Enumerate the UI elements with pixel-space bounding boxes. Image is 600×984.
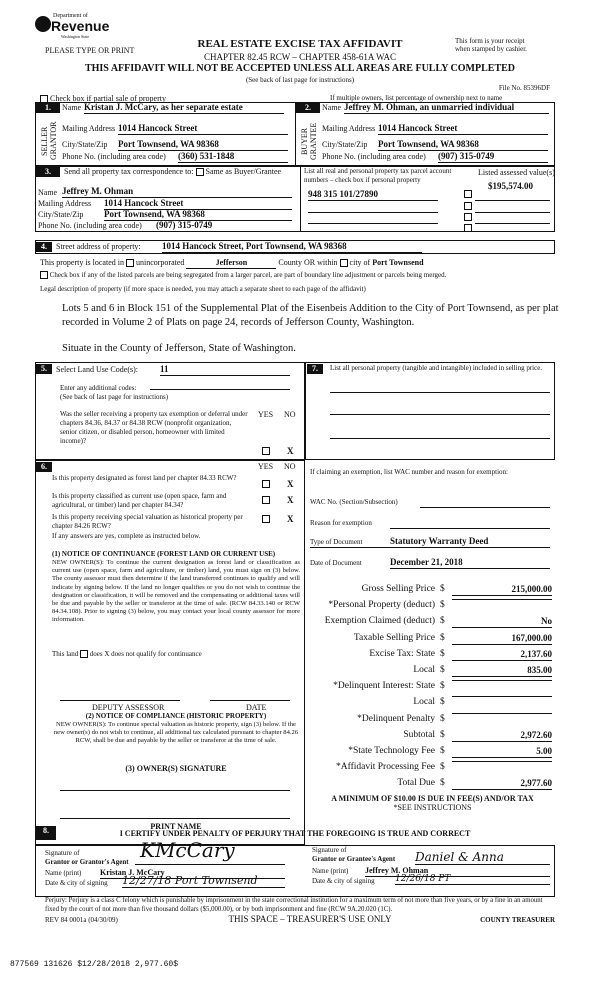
file-number: File No. 85396DF xyxy=(498,84,550,92)
wac-claim-label: If claiming an exemption, list WAC number and reason for exemption: xyxy=(310,468,508,476)
q2-current-use: Is this property classified as current use (open space, farm and agricultural, or timber) land per chapter 84.34? xyxy=(52,492,227,509)
tax-row-label: Local xyxy=(413,665,435,675)
tax-row-value[interactable]: 167,000.00 xyxy=(452,632,552,645)
this-land-row xyxy=(52,650,202,659)
dollar-sign: $ xyxy=(440,600,445,611)
grantee-date-label: Date & city of signing xyxy=(312,877,375,885)
certify-statement: I CERTIFY UNDER PENALTY OF PERJURY THAT THE FOREGOING IS TRUE AND CORRECT xyxy=(119,829,471,838)
section-7-box xyxy=(305,362,555,460)
tax-row-value[interactable]: 215,000.00 xyxy=(452,583,552,596)
form-title: REAL ESTATE EXCISE TAX AFFIDAVIT xyxy=(197,38,403,50)
cashier-stamp: 877569 131626 $12/28/2018 2,977.60$ xyxy=(10,960,179,969)
dollar-sign: $ xyxy=(440,762,445,773)
tax-row-value[interactable]: 835.00 xyxy=(452,664,552,677)
located-prefix: This property is located in xyxy=(40,258,124,267)
continuance-title: (1) NOTICE OF CONTINUANCE (FOREST LAND OR CURRENT USE) xyxy=(52,550,276,558)
city-checkbox[interactable] xyxy=(340,259,348,267)
compliance-title: (2) NOTICE OF COMPLIANCE (HISTORIC PROPERTY) xyxy=(85,712,267,720)
form-warning: THIS AFFIDAVIT WILL NOT BE ACCEPTED UNLESS ALL AREAS ARE FULLY COMPLETED xyxy=(84,63,516,74)
receipt-note-1: This form is your receipt xyxy=(455,37,525,45)
tax-row-value[interactable]: 5.00 xyxy=(452,745,552,758)
tax-name-field[interactable]: Jeffrey M. Ohman xyxy=(62,186,292,198)
unincorporated-checkbox[interactable] xyxy=(126,259,134,267)
s6-yes: YES xyxy=(258,462,274,471)
parcel-header: List all real and personal property tax parcel account numbers – check box if personal property xyxy=(304,167,452,184)
buyer-city-label: City/State/Zip xyxy=(322,140,368,149)
parcel-number-field[interactable]: 948 315 101/27890 xyxy=(308,189,438,201)
partial-sale-label: Check box if partial sale of property xyxy=(50,94,166,103)
assessed-value: $195,574.00 xyxy=(488,181,533,191)
buyer-mail-label: Mailing Address xyxy=(322,124,376,133)
grantee-name-field[interactable]: Jeffrey M. Ohman xyxy=(365,866,550,877)
grantor-date-field[interactable]: 12/27/18 Port Townsend xyxy=(122,874,285,888)
deputy-assessor-label: DEPUTY ASSESSOR xyxy=(92,703,165,712)
same-as-buyer-checkbox[interactable] xyxy=(196,168,204,176)
tax-row-value[interactable] xyxy=(452,696,552,697)
tax-row-value[interactable]: 2,977.60 xyxy=(452,777,552,790)
does-label: does xyxy=(89,650,103,658)
minimum-due-1: A MINIMUM OF $10.00 IS DUE IN FEE(S) AND/OR TAX xyxy=(331,794,534,803)
please-type: PLEASE TYPE OR PRINT xyxy=(45,46,135,55)
legal-line-3: Situate in the County of Jefferson, State of Washington. xyxy=(62,343,296,354)
county-or: County OR xyxy=(278,258,316,267)
q1-yes-checkbox[interactable] xyxy=(262,480,270,488)
county-treasurer: COUNTY TREASURER xyxy=(480,916,555,924)
buyer-name-field[interactable]: Jeffrey M. Ohman, an unmarried individual xyxy=(344,102,549,114)
tax-city-label: City/State/Zip xyxy=(38,210,84,219)
seller-name-label: Name xyxy=(62,103,82,112)
logo-main-text: Revenue xyxy=(51,18,110,34)
buyer-side-label: BUYER GRANTEE xyxy=(300,122,318,160)
parcel-1-personal-checkbox[interactable] xyxy=(464,190,472,198)
logo-sub-text: Washington State xyxy=(61,34,90,39)
s5-yes: YES xyxy=(258,410,274,419)
legal-line-2: recorded in Volume 2 of Plats on page 24, records of Jefferson County, Washington. xyxy=(62,317,415,328)
seller-city-label: City/State/Zip xyxy=(62,140,108,149)
assessed-header: Listed assessed value(s) xyxy=(478,168,555,177)
grantor-name-label: Name (print) xyxy=(45,869,82,877)
dollar-sign: $ xyxy=(440,697,445,708)
s5-yes-checkbox[interactable] xyxy=(262,447,270,455)
section-1-tag: 1. xyxy=(36,103,60,113)
located-row xyxy=(40,258,424,269)
land-use-code[interactable]: 11 xyxy=(160,364,290,376)
tax-row-label: *Personal Property (deduct) xyxy=(328,600,435,611)
segregated-checkbox[interactable] xyxy=(40,271,48,279)
q3-historic: Is this property receiving special valuation as historical property per chapter 84.26 RCW? xyxy=(52,513,243,530)
dollar-sign: $ xyxy=(440,632,445,643)
buyer-phone-label: Phone No. (including area code) xyxy=(322,152,426,161)
tax-row-value[interactable]: 2,137.60 xyxy=(452,648,552,661)
dollar-sign: $ xyxy=(440,584,445,594)
tax-row-label: Local xyxy=(413,697,435,708)
s5-no-x[interactable]: X xyxy=(287,446,294,456)
reason-label: Reason for exemption xyxy=(310,519,372,527)
tax-mail-label: Mailing Address xyxy=(38,199,92,208)
seller-mail-label: Mailing Address xyxy=(62,124,116,133)
tax-mail-field[interactable]: 1014 Hancock Street xyxy=(104,198,292,210)
tax-row-label: *Affidavit Processing Fee xyxy=(335,762,435,773)
doc-date-field[interactable]: December 21, 2018 xyxy=(390,557,550,569)
section-8-tag: 8. xyxy=(36,826,56,840)
grantee-signature[interactable]: Daniel & Anna xyxy=(415,850,550,865)
dollar-sign: $ xyxy=(440,746,445,756)
grantee-sig-label-1: Signature of xyxy=(312,846,347,854)
tax-row-value[interactable] xyxy=(452,680,552,681)
additional-codes-1: Enter any additional codes: xyxy=(60,384,137,392)
dollar-sign: $ xyxy=(440,616,445,627)
dollar-sign: $ xyxy=(440,713,445,724)
section-6-tag: 6. xyxy=(36,462,52,472)
tax-row-value[interactable]: 2,972.60 xyxy=(452,729,552,742)
owner-signature-label: (3) OWNER(S) SIGNATURE xyxy=(125,764,227,773)
section-7-tag: 7. xyxy=(307,364,323,374)
segregated-row xyxy=(40,271,560,280)
perjury-note: Perjury: Perjury is a class C felony which is punishable by imprisonment in the state correctional institution for a maximum term of not more than five years, or by a fine in an amount fixed by the court of not more than five thousand dollars ($5,000.00), or by both imprisonment and fine (RCW 9A.20.020 (1C). xyxy=(45,897,543,913)
treasurer-use: THIS SPACE – TREASURER'S USE ONLY xyxy=(228,914,392,924)
see-back-note: (See back of last page for instructions) xyxy=(245,76,355,84)
this-land-label: This land xyxy=(52,650,79,658)
tax-row-label: Subtotal xyxy=(403,729,435,740)
grantee-date-field[interactable]: 12/26/18 PT xyxy=(395,874,550,885)
parcel-3-personal-checkbox[interactable] xyxy=(464,213,472,221)
dollar-sign: $ xyxy=(440,665,445,675)
logo-circle-icon xyxy=(35,16,51,32)
tax-row-label: Excise Tax: State xyxy=(369,648,435,659)
buyer-name-label: Name xyxy=(322,103,342,112)
doc-date-label: Date of Document xyxy=(310,559,362,567)
exempt-question: Was the seller receiving a property tax exemption or deferral under chapters 84.36, 84.37 or 84.38 RCW (nonprofit organization, senior citizen, or disabled person, homeowner with limited income)? xyxy=(60,410,248,445)
print-name-label: PRINT NAME xyxy=(150,822,202,831)
dollar-sign: $ xyxy=(440,729,445,740)
section-4-tag: 4. xyxy=(36,242,52,252)
tax-phone-label: Phone No. (including area code) xyxy=(38,221,142,230)
buyer-city-field[interactable]: Port Townsend, WA 98368 xyxy=(378,139,548,151)
q2-yes-checkbox[interactable] xyxy=(262,496,270,504)
multiple-owners-note: If multiple owners, list percentage of ownership next to name xyxy=(330,94,503,102)
seller-phone-field[interactable]: (360) 531-1848 xyxy=(178,151,288,163)
section-3-tag: 3. xyxy=(36,167,60,177)
section-2-tag: 2. xyxy=(296,103,320,113)
seller-phone-label: Phone No. (including area code) xyxy=(62,152,166,161)
land-use-label: Select Land Use Code(s): xyxy=(56,365,138,374)
date-label: DATE xyxy=(246,703,267,712)
tax-row-label: Total Due xyxy=(397,778,435,789)
tax-row-label: *Delinquent Interest: State xyxy=(333,681,435,692)
tax-row-label: Exemption Claimed (deduct) xyxy=(324,616,435,627)
q3-yes-checkbox[interactable] xyxy=(262,515,270,523)
dollar-sign: $ xyxy=(440,778,445,789)
buyer-phone-field[interactable]: (907) 315-0749 xyxy=(438,151,548,163)
seller-name-field[interactable]: Kristan J. McCary, as her separate estate xyxy=(84,102,284,114)
personal-property-label: List all personal property (tangible and intangible) included in selling price. xyxy=(330,364,543,372)
compliance-body: NEW OWNER(S): To continue special valuation as historic property, sign (3) below. If the new owner(s) do not wish to continue, all additional tax calculated pursuant to chapter 84.26 RCW, shall be due and payable by the seller or transferor at the time of sale. xyxy=(53,721,299,745)
additional-codes-2: (See back of last page for instructions) xyxy=(60,393,169,401)
parcel-4-personal-checkbox[interactable] xyxy=(464,224,472,232)
unincorporated-label: unincorporated xyxy=(135,258,185,267)
if-yes-note: If any answers are yes, complete as instructed below. xyxy=(52,532,201,540)
dor-logo xyxy=(35,12,110,42)
doc-type-label: Type of Document xyxy=(310,538,363,546)
doc-type-field[interactable]: Statutory Warranty Deed xyxy=(390,536,550,548)
wac-no-label: WAC No. (Section/Subsection) xyxy=(310,498,398,506)
logo-top-text: Department of xyxy=(53,13,88,19)
legal-line-1: Lots 5 and 6 in Block 151 of the Supplemental Plat of the Eisenbeis Addition to the City of Port Townsend, as per plat xyxy=(62,303,559,314)
legal-label: Legal description of property (if more space is needed, you may attach a separate sheet to each page of the affidavit) xyxy=(40,285,366,293)
s6-no: NO xyxy=(284,462,296,471)
dollar-sign: $ xyxy=(440,648,445,659)
seller-city-field[interactable]: Port Townsend, WA 98368 xyxy=(118,139,288,151)
seller-mail-field[interactable]: 1014 Hancock Street xyxy=(118,123,288,135)
tax-phone-field[interactable]: (907) 315-0749 xyxy=(156,220,292,232)
tax-row-value[interactable] xyxy=(452,713,552,714)
minimum-due-2: *SEE INSTRUCTIONS xyxy=(393,803,472,812)
tax-row-value[interactable] xyxy=(452,761,552,762)
segregated-label: Check box if any of the listed parcels are being segregated from a larger parcel, are part of boundary line adjustment or parcels being merged. xyxy=(49,271,447,279)
rev-number: REV 84 0001a (04/30/09) xyxy=(45,916,118,924)
grantor-signature[interactable]: KMcCary xyxy=(140,838,235,862)
tax-row-label: Gross Selling Price xyxy=(361,584,435,594)
county-field[interactable]: Jefferson xyxy=(186,258,276,269)
within-label: within xyxy=(317,258,338,267)
does-not-label: X does not qualify for continuance xyxy=(104,650,202,658)
q1-forest: Is this property designated as forest land per chapter 84.33 RCW? xyxy=(52,474,237,482)
tax-row-value[interactable]: No xyxy=(452,615,552,628)
tax-corr-label: Send all property tax correspondence to: xyxy=(64,167,194,176)
dollar-sign: $ xyxy=(440,681,445,692)
receipt-note-2: when stamped by cashier. xyxy=(455,45,527,53)
city-of-label: city of xyxy=(349,258,371,267)
tax-row-value[interactable] xyxy=(452,599,552,600)
q3-no-x[interactable]: X xyxy=(287,514,294,524)
same-as-buyer-label: Same as Buyer/Grantee xyxy=(205,167,282,176)
grantor-sig-label-2: Grantor or Grantor's Agent xyxy=(45,858,129,866)
tax-row-label: Taxable Selling Price xyxy=(353,632,435,643)
q1-no-x[interactable]: X xyxy=(287,479,294,489)
continuance-body: NEW OWNER(S): To continue the current designation as forest land or classification as current use (open space, farm and agriculture, or timber) land, you must sign on (3) below. The county assessor must then determine if the land transferred continues to qualify and will indicate by signing below. If the land no longer qualifies or you do not wish to continue the designation or classification, it will be removed and the compensating or additional taxes will be due and payable by the seller or transferor at the time of sale. (RCW 84.33.140 or RCW 84.34.108). Prior to signing (3) below, you may contact your local county assessor for more information. xyxy=(52,559,300,624)
tax-row-label: *Delinquent Penalty xyxy=(357,713,435,724)
form-chapter: CHAPTER 82.45 RCW – CHAPTER 458-61A WAC xyxy=(204,52,396,62)
parcel-2-personal-checkbox[interactable] xyxy=(464,202,472,210)
tax-corr-row xyxy=(64,167,281,177)
grantor-date-label: Date & city of signing xyxy=(45,879,108,887)
grantee-sig-label-2: Grantor or Grantee's Agent xyxy=(312,855,396,863)
grantee-name-label: Name (print) xyxy=(312,867,349,875)
grantor-sig-label-1: Signature of xyxy=(45,849,80,857)
grantor-name-field[interactable]: Kristan J. McCary xyxy=(100,868,285,879)
city-field[interactable]: Port Townsend xyxy=(372,258,424,267)
q2-no-x[interactable]: X xyxy=(287,495,294,505)
tax-name-label: Name xyxy=(38,188,58,197)
street-field[interactable]: 1014 Hancock Street, Port Townsend, WA 98368 xyxy=(162,241,422,253)
section-5-tag: 5. xyxy=(36,364,52,374)
does-qualify-checkbox[interactable] xyxy=(80,650,88,658)
street-label: Street address of property: xyxy=(56,242,141,251)
seller-side-label: SELLER GRANTOR xyxy=(40,121,58,161)
buyer-mail-field[interactable]: 1014 Hancock Street xyxy=(378,123,548,135)
tax-city-field[interactable]: Port Townsend, WA 98368 xyxy=(104,209,292,221)
tax-row-label: *State Technology Fee xyxy=(348,746,435,756)
s5-no: NO xyxy=(284,410,296,419)
